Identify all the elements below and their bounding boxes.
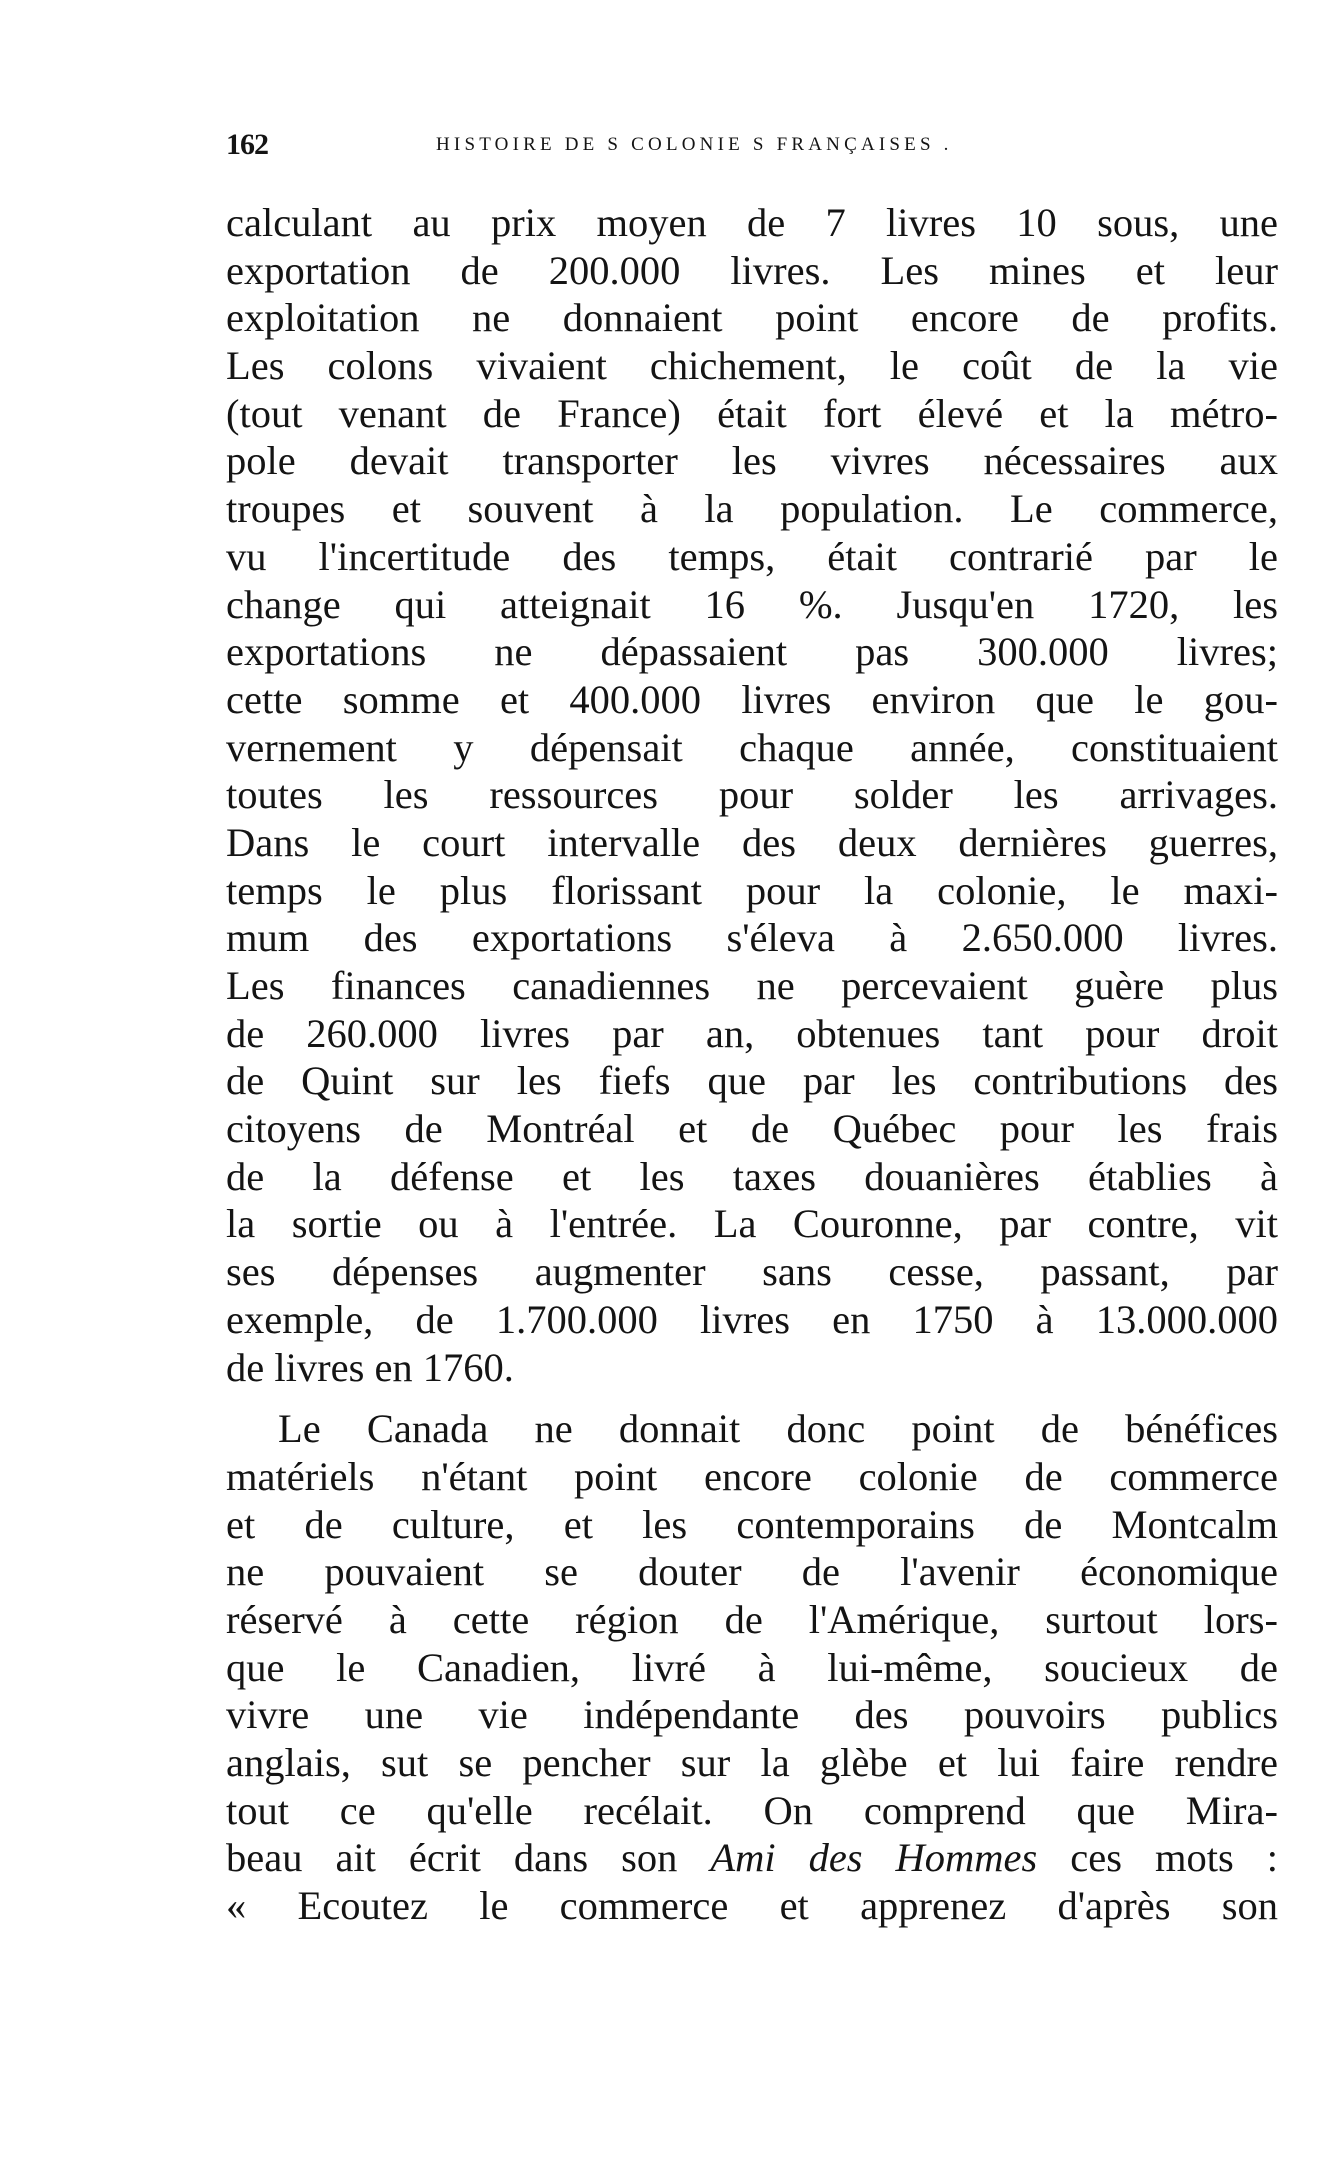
- text-line: troupes et souvent à la population. Le commerce,: [226, 486, 1278, 532]
- text-line: cette somme et 400.000 livres environ que le gou-: [226, 676, 1278, 722]
- text-line: réservé à cette région de l'Amérique, surtout lors-: [226, 1596, 1278, 1642]
- text-line: de la défense et les taxes douanières établies à: [226, 1153, 1278, 1199]
- text-line: de livres en 1760.: [226, 1344, 514, 1390]
- text-line: citoyens de Montréal et de Québec pour les frais: [226, 1106, 1278, 1152]
- text-line: (tout venant de France) était fort élevé et la métro-: [226, 390, 1278, 436]
- page-header: [226, 128, 1276, 168]
- paragraph-2: [226, 1405, 1278, 1930]
- text-line: vu l'incertitude des temps, était contrarié par le: [226, 533, 1278, 579]
- text-line: change qui atteignait 16 %. Jusqu'en 1720, les: [226, 581, 1278, 627]
- text-line: ne pouvaient se douter de l'avenir économique: [226, 1549, 1278, 1595]
- text-line: temps le plus florissant pour la colonie, le maxi-: [226, 867, 1278, 913]
- text-before-title: beau ait écrit dans son: [226, 1835, 711, 1881]
- book-title: Ami des Hommes: [710, 1835, 1038, 1881]
- text-line: Les finances canadiennes ne percevaient guère plus: [226, 963, 1278, 1008]
- text-line: de 260.000 livres par an, obtenues tant pour droit: [226, 1010, 1278, 1056]
- text-line: vernement y dépensait chaque année, constituaient: [226, 724, 1278, 770]
- text-after-title: ces mots :: [1037, 1835, 1279, 1881]
- text-line: de Quint sur les fiefs que par les contributions des: [226, 1058, 1278, 1104]
- text-line: Les colons vivaient chichement, le coût de la vie: [226, 343, 1278, 389]
- text-line: et de culture, et les contemporains de Montcalm: [226, 1501, 1278, 1547]
- text-line: exportations ne dépassaient pas 300.000 livres;: [226, 629, 1278, 675]
- page-number: 162: [226, 128, 268, 161]
- text-line: la sortie ou à l'entrée. La Couronne, par contre, vit: [226, 1201, 1278, 1247]
- text-line: tout ce qu'elle recélait. On comprend que Mira-: [226, 1787, 1278, 1833]
- text-line: calculant au prix moyen de 7 livres 10 sous, une: [226, 200, 1278, 245]
- text-line: toutes les ressources pour solder les arrivages.: [226, 772, 1278, 818]
- text-line-with-title: [226, 1834, 1278, 1882]
- text-line: Le Canada ne donnait donc point de bénéfices: [278, 1406, 1278, 1452]
- running-title: HISTOIRE DE S COLONIE S FRANÇAISES .: [436, 134, 953, 155]
- text-line: matériels n'étant point encore colonie de commerce: [226, 1453, 1278, 1499]
- text-line: exportation de 200.000 livres. Les mines et leur: [226, 247, 1278, 293]
- body-text: [226, 199, 1278, 1930]
- text-line: Dans le court intervalle des deux dernières guerres,: [226, 819, 1278, 865]
- text-line: vivre une vie indépendante des pouvoirs publics: [226, 1692, 1278, 1738]
- paragraph-1: [226, 199, 1278, 1391]
- text-line: exemple, de 1.700.000 livres en 1750 à 13.000.000: [226, 1296, 1278, 1342]
- text-line: mum des exportations s'éleva à 2.650.000 livres.: [226, 915, 1278, 961]
- text-line: que le Canadien, livré à lui-même, soucieux de: [226, 1644, 1278, 1690]
- text-line: ses dépenses augmenter sans cesse, passant, par: [226, 1249, 1278, 1295]
- text-line: anglais, sut se pencher sur la glèbe et lui faire rendre: [226, 1740, 1278, 1785]
- text-line: « Ecoutez le commerce et apprenez d'après son: [226, 1883, 1278, 1929]
- text-line: pole devait transporter les vivres nécessaires aux: [226, 438, 1278, 484]
- text-line: exploitation ne donnaient point encore de profits.: [226, 295, 1278, 341]
